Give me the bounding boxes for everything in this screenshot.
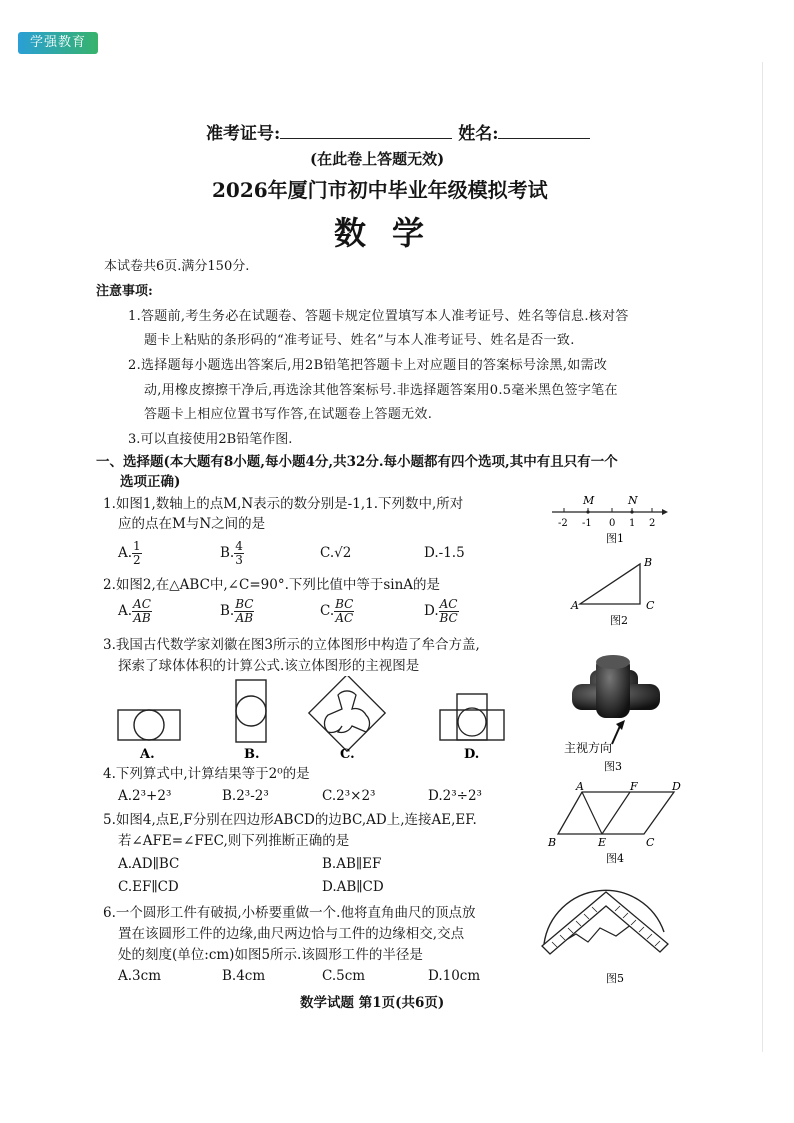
q3-option-a: A. [140, 747, 155, 762]
fig1-tick: -1 [582, 518, 592, 529]
name-label: 姓名: [458, 124, 499, 144]
q1-stem-2: 应的点在M与N之间的是 [118, 516, 266, 532]
q6-option-d: D.10cm [428, 968, 481, 984]
svg-text:D: D [672, 780, 681, 793]
fig1-point-n: N [628, 494, 638, 507]
q3-view-b [236, 680, 266, 742]
note-line-5: 答题卡上相应位置书写作答,在试题卷上答题无效. [144, 407, 433, 422]
fig1-tick: -2 [558, 518, 568, 529]
q6-stem-2: 置在该圆形工件的边缘,曲尺两边恰与工件的边缘相交,交点 [118, 926, 465, 942]
page-footer: 数学试题 第1页(共6页) [300, 995, 445, 1011]
figure-3-solid [560, 648, 670, 774]
figure-4-quadrilateral [544, 780, 684, 866]
q4-option-c: C.2³×2³ [322, 788, 376, 804]
q4-stem: 4.下列算式中,计算结果等于2⁰的是 [103, 766, 310, 782]
q6-stem-1: 6.一个圆形工件有破损,小桥要重做一个.他将直角曲尺的顶点放 [103, 905, 476, 921]
q3-option-b: B. [244, 747, 260, 762]
section-heading-cont: 选项正确) [120, 474, 181, 490]
candidate-info-row [206, 119, 590, 144]
svg-text:E: E [598, 836, 607, 849]
q5-option-d: D.AB∥CD [322, 879, 384, 895]
fig2-caption: 图2 [610, 614, 628, 627]
svg-text:A: A [576, 780, 584, 793]
q1-option-d: D.-1.5 [424, 545, 465, 561]
fig3-caption: 图3 [604, 760, 622, 773]
note-line-1: 1.答题前,考生务必在试题卷、答题卡规定位置填写本人准考证号、姓名等信息.核对答 [128, 309, 629, 324]
fig1-tick: 2 [649, 518, 656, 529]
fig1-point-m: M [583, 494, 595, 507]
q4-option-a: A.2³+2³ [118, 788, 172, 804]
q5-stem-1: 5.如图4,点E,F分别在四边形ABCD的边BC,AD上,连接AE,EF. [103, 812, 477, 828]
q1-stem-1: 1.如图1,数轴上的点M,N表示的数分别是-1,1.下列数中,所对 [103, 496, 464, 512]
name-blank [498, 124, 590, 139]
fig5-caption: 图5 [606, 972, 624, 985]
section-heading: 一、选择题(本大题有8小题,每小题4分,共32分.每小题都有四个选项,其中有且只有一个 [96, 454, 618, 470]
q3-option-views [112, 676, 512, 762]
svg-text:A: A [571, 599, 579, 612]
q3-option-c: C. [340, 747, 355, 762]
q3-stem-1: 3.我国古代数学家刘徽在图3所示的立体图形中构造了牟合方盖, [103, 637, 480, 653]
fig4-caption: 图4 [606, 852, 624, 865]
intro: 本试卷共6页.满分150分. [104, 259, 250, 274]
note-line-4: 动,用橡皮擦擦干净后,再选涂其他答案标号.非选择题答案用0.5毫米黑色签字笔在 [144, 383, 618, 398]
q5-stem-2: 若∠AFE=∠FEC,则下列推断正确的是 [118, 833, 350, 849]
q6-option-a: A.3cm [118, 968, 161, 984]
q3-view-d [440, 694, 504, 740]
fig1-tick: 0 [609, 518, 616, 529]
q3-option-d: D. [464, 747, 480, 762]
id-label: 准考证号: [206, 124, 281, 144]
q5-option-c: C.EF∥CD [118, 879, 179, 895]
q1-option-c: C.√2 [320, 545, 352, 561]
q4-option-d: D.2³÷2³ [428, 788, 482, 804]
q3-stem-2: 探索了球体体积的计算公式.该立体图形的主视图是 [118, 658, 420, 674]
svg-text:B: B [548, 836, 557, 849]
q2-option-d: D. $\frac{AC}{BC}$ [424, 597, 458, 625]
svg-text:C: C [646, 836, 655, 849]
figure-5-ruler [536, 872, 676, 988]
exam-title: 2026年厦门市初中毕业年级模拟考试 [212, 178, 548, 202]
fig1-tick: 1 [629, 518, 636, 529]
q4-option-b: B.2³-2³ [222, 788, 269, 804]
q6-option-c: C.5cm [322, 968, 366, 984]
note-line-6: 3.可以直接使用2B铅笔作图. [128, 432, 293, 447]
figure-2-triangle [566, 552, 666, 628]
svg-text:F: F [630, 780, 638, 793]
q6-stem-3: 处的刻度(单位:cm)如图5所示.该圆形工件的半径是 [118, 947, 423, 963]
scan-edge [762, 62, 763, 1052]
notes-title: 注意事项: [96, 284, 153, 299]
q5-option-b: B.AB∥EF [322, 856, 382, 872]
q1-option-a: A. $\frac{1}{2}$ [118, 539, 141, 567]
q2-option-a: A. $\frac{AC}{AB}$ [118, 597, 151, 625]
fig3-view-direction: 主视方向 [564, 741, 613, 755]
q2-option-b: B. $\frac{BC}{AB}$ [220, 597, 254, 625]
q6-option-b: B.4cm [222, 968, 266, 984]
figure-1-number-line [548, 490, 668, 550]
svg-text:B: B [644, 556, 653, 569]
q3-view-a [118, 710, 180, 740]
note-line-3: 2.选择题每小题选出答案后,用2B铅笔把答题卡上对应题目的答案标号涂黑,如需改 [128, 358, 608, 373]
watermark-logo: 学强教育 [18, 32, 98, 54]
q1-option-b: B. $\frac{4}{3}$ [220, 539, 243, 567]
q5-option-a: A.AD∥BC [118, 856, 180, 872]
q2-stem: 2.如图2,在△ABC中,∠C=90°.下列比值中等于sinA的是 [103, 577, 441, 593]
q2-option-c: C. $\frac{BC}{AC}$ [320, 597, 354, 625]
subject-title: 数学 [334, 214, 451, 252]
svg-text:C: C [646, 599, 655, 612]
note-line-2: 题卡上粘贴的条形码的“准考证号、姓名”与本人准考证号、姓名是否一致. [144, 333, 575, 348]
id-blank [280, 124, 452, 139]
q3-view-c [309, 676, 385, 751]
notice: (在此卷上答题无效) [310, 150, 445, 168]
fig1-caption: 图1 [606, 532, 624, 545]
